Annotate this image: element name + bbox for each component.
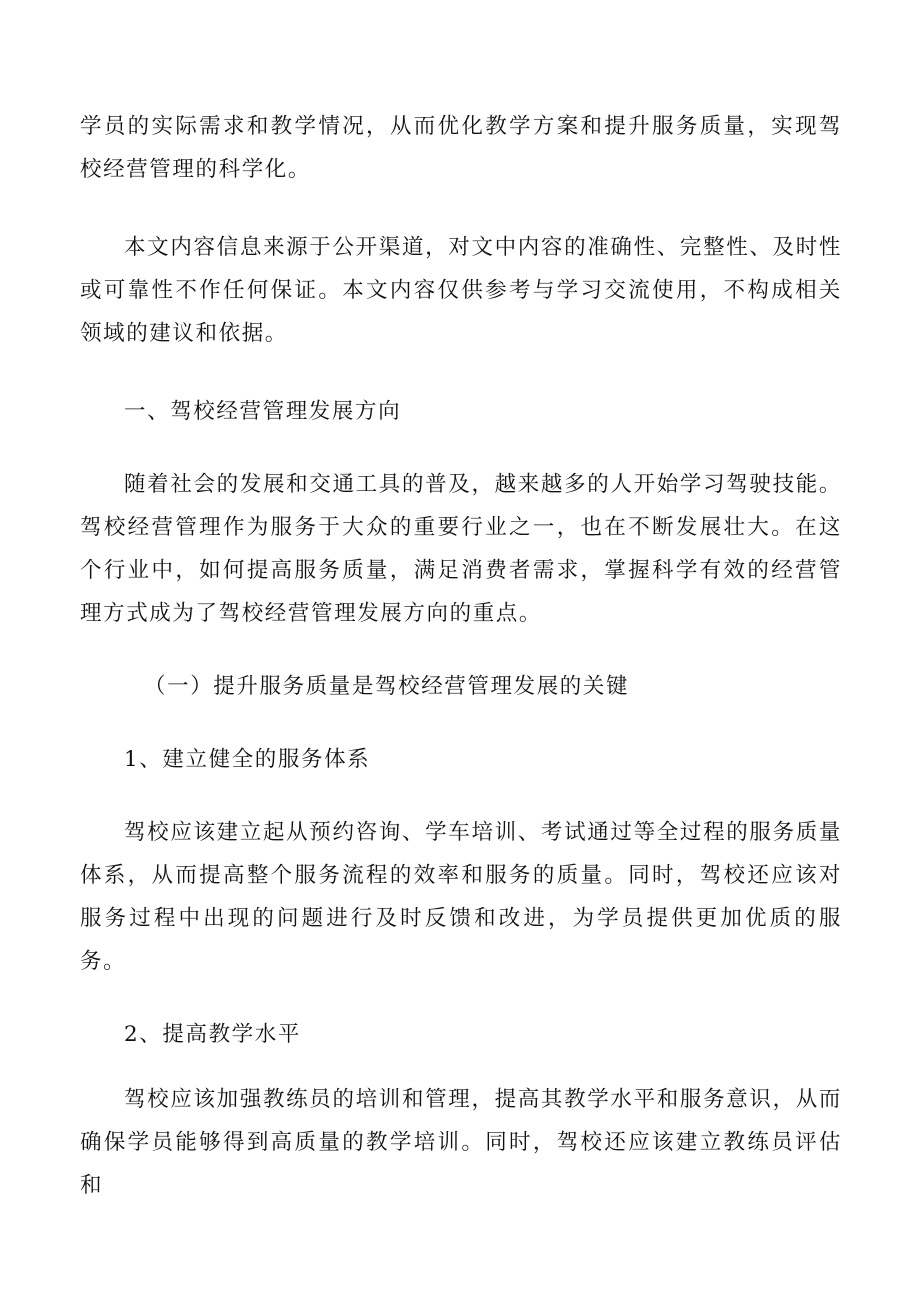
paragraph-teaching-level: 驾校应该加强教练员的培训和管理，提高其教学水平和服务意识，从而确保学员能够得到高质量的教学培训。同时，驾校还应该建立教练员评估和 xyxy=(80,1087,842,1198)
section-heading: 一、驾校经营管理发展方向 xyxy=(124,399,402,424)
item-heading-1: 1、建立健全的服务体系 xyxy=(124,747,371,772)
subsection-heading: （一）提升服务质量是驾校经营管理发展的关键 xyxy=(144,674,630,699)
paragraph-disclaimer: 本文内容信息来源于公开渠道，对文中内容的准确性、完整性、及时性或可靠性不作任何保证。本文内容仅供参考与学习交流使用，不构成相关领域的建议和依据。 xyxy=(80,235,842,346)
item-heading-2: 2、提高教学水平 xyxy=(124,1022,301,1047)
paragraph-intro: 随着社会的发展和交通工具的普及，越来越多的人开始学习驾驶技能。驾校经营管理作为服务于大众的重要行业之一，也在不断发展壮大。在这个行业中，如何提高服务质量，满足消费者需求，掌握科学有效的经营管理方式成为了驾校经营管理发展方向的重点。 xyxy=(80,472,842,626)
paragraph-continuation: 学员的实际需求和教学情况，从而优化教学方案和提升服务质量，实现驾校经营管理的科学化。 xyxy=(80,114,842,182)
document-page xyxy=(80,105,842,1207)
paragraph-service-system: 驾校应该建立起从预约咨询、学车培训、考试通过等全过程的服务质量体系，从而提高整个服务流程的效率和服务的质量。同时，驾校还应该对服务过程中出现的问题进行及时反馈和改进，为学员提供更加优质的服务。 xyxy=(80,820,842,974)
